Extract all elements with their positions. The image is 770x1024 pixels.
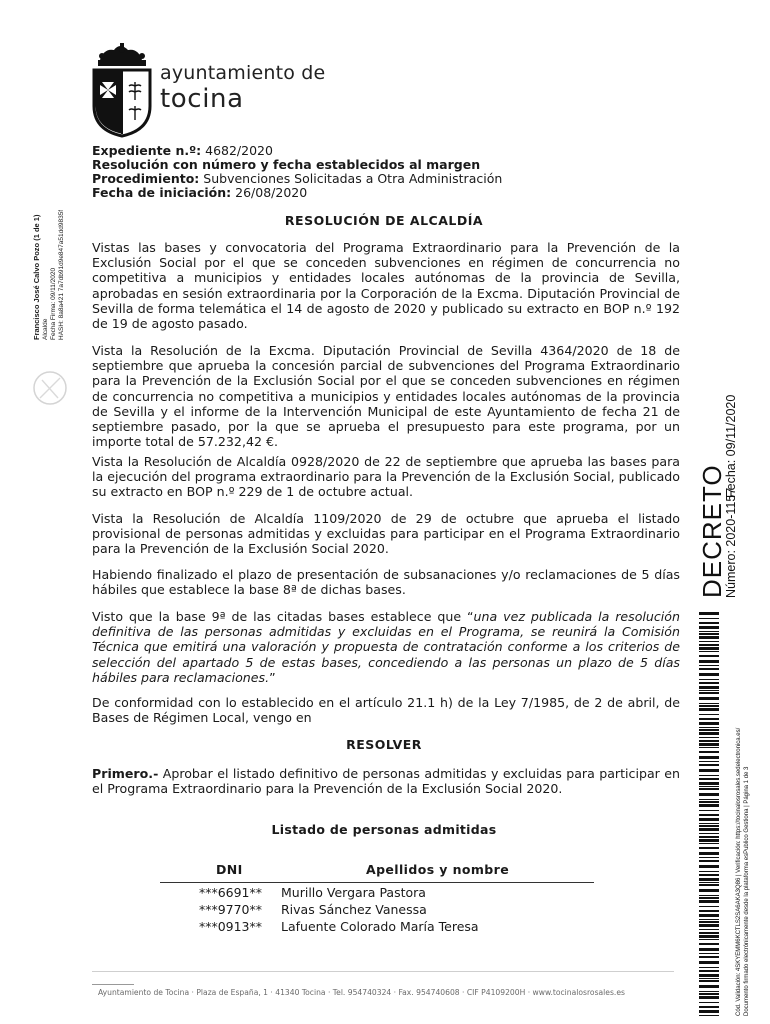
expediente-label: Expediente n.º: [92,143,202,158]
expediente-value: 4682/2020 [205,143,273,158]
validation-line-1: Cód. Validación: 4SKYEMM6KCTLS2SA6AKA3Q86 | Verificación: https://tocinalosrosales.sedelectronica.es/ [736,727,742,1016]
table-row [160,919,596,935]
decreto-fecha: Fecha: 09/11/2020 [724,394,738,498]
table-header-dni: DNI [216,862,243,877]
signature-block [16,140,76,420]
table-header-rule [160,882,594,883]
paragraph-6-end: ” [269,669,276,685]
fecha-iniciacion-line [92,185,307,200]
signature-role: Alcalde [42,318,49,340]
decreto-numero: Número: 2020-1157 [724,487,738,598]
paragraph-3: Vista la Resolución de Alcaldía 0928/2020 de 22 de septiembre que aprueba las bases para la ejecución del programa extraordinario para la Prevención de la Exclusión Social, publicado su extracto en BOP n.º 229 de 1 de octubre actual. [92,454,680,500]
paragraph-7: De conformidad con lo establecido en el artículo 21.1 h) de la Ley 7/1985, de 2 de abril, de Bases de Régimen Local, vengo en [92,695,680,726]
paragraph-6-start: Visto que la base 9ª de las citadas bases establece que “ [92,609,474,624]
paragraph-6-quote: una vez publicada la resolución definitiva de las personas admitidas y excluidas en el Programa, se reunirá la Comisión Técnica que emitirá una valoración y propuesta de contratación conforme a los criterios de selección del apartado 5 de estas bases, concediendo a las personas un plazo de 5 días hábiles para reclamaciones. [92,609,680,685]
table-cell-dni: ***0913** [198,919,262,934]
fecha-iniciacion-value: 26/08/2020 [235,185,308,200]
resolver-title: RESOLVER [346,737,422,752]
table-cell-nombre: Rivas Sánchez Vanessa [281,902,427,917]
procedimiento-line [92,171,502,186]
table-cell-dni: ***6691** [198,885,262,900]
primero-text: Aprobar el listado definitivo de personas admitidas y excluidas para participar en el Programa Extraordinario para la Prevención de la Exclusión Social 2020. [92,766,680,797]
paragraph-4: Vista la Resolución de Alcaldía 1109/2020 de 29 de octubre que aprueba el listado provisional de personas admitidas y excluidas para participar en el Programa Extraordinario para la Prevención de la Exclusión Social 2020. [92,511,680,557]
signature-hash: HASH: 8a8a421 7a7db91d9e847a51dd9835f [58,209,65,340]
paragraph-2: Vista la Resolución de la Excma. Diputación Provincial de Sevilla 4364/2020 de 18 de septiembre que aprueba la concesión parcial de subvenciones del Programa Extraordinario para la Prevención de la Exclusión Social por el que se conceden subvenciones en régimen de concurrencia no competitiva a municipios y entidades locales autónomas de la provincia de Sevilla y el informe de la Intervención Municipal de este Ayuntamiento de fecha 21 de septiembre pasado, por la que se aprueba el presupuesto para este programa, por un importe total de 57.232,42 €. [92,343,680,450]
table-cell-dni: ***9770** [198,902,262,917]
document-title: RESOLUCIÓN DE ALCALDÍA [284,213,484,228]
validation-line-2: Documento firmado electrónicamente desde la plataforma esPublico Gestiona | Página 1 de 3 [744,766,750,1016]
primero-paragraph [92,766,680,796]
footer-address: Ayuntamiento de Tocina · Plaza de España, 1 · 41340 Tocina · Tel. 954740324 · Fax. 954740608 · CIF P4109200H · www.tocinalosrosales.es [98,988,625,997]
logo-text-line1: ayuntamiento de [160,62,326,84]
seal-watermark [30,358,70,418]
signature-date: Fecha Firma: 09/11/2020 [50,267,57,340]
table-row [160,885,596,901]
fecha-iniciacion-label: Fecha de iniciación: [92,185,232,200]
resolucion-text: Resolución con número y fecha establecidos al margen [92,157,481,172]
table-cell-nombre: Murillo Vergara Pastora [281,885,426,900]
footer-divider [92,971,674,972]
signature-name: Francisco José Calvo Pozo (1 de 1) [32,214,41,340]
primero-label: Primero.- [92,766,159,781]
listado-title: Listado de personas admitidas [271,822,497,837]
decreto-label: DECRETO [697,464,727,598]
paragraph-1: Vistas las bases y convocatoria del Programa Extraordinario para la Prevención de la Exclusión Social por el que se conceden subvenciones en régimen de concurrencia no competitiva a municipios y entidades locales autónomas de la provincia de Sevilla, aprobadas en sesión extraordinaria por la Corporación de la Excma. Diputación Provincial de Sevilla de forma telemática el 14 de agosto de 2020 y publicado su extracto en BOP n.º 192 de 19 de agosto pasado. [92,240,680,332]
expediente-line [92,143,273,158]
table-header-nombre: Apellidos y nombre [366,862,510,877]
table-cell-nombre: Lafuente Colorado María Teresa [281,919,479,934]
table-row [160,902,596,918]
logo-text-line2: tocina [160,84,244,114]
resolucion-line [92,157,480,172]
paragraph-6 [92,609,680,685]
paragraph-5: Habiendo finalizado el plazo de presentación de subsanaciones y/o reclamaciones de 5 días hábiles que establece la base 8ª de dichas bases. [92,567,680,598]
footer-stub-line [92,984,134,985]
procedimiento-value: Subvenciones Solicitadas a Otra Administración [203,171,503,186]
validation-barcode [699,612,719,1016]
procedimiento-label: Procedimiento: [92,171,200,186]
